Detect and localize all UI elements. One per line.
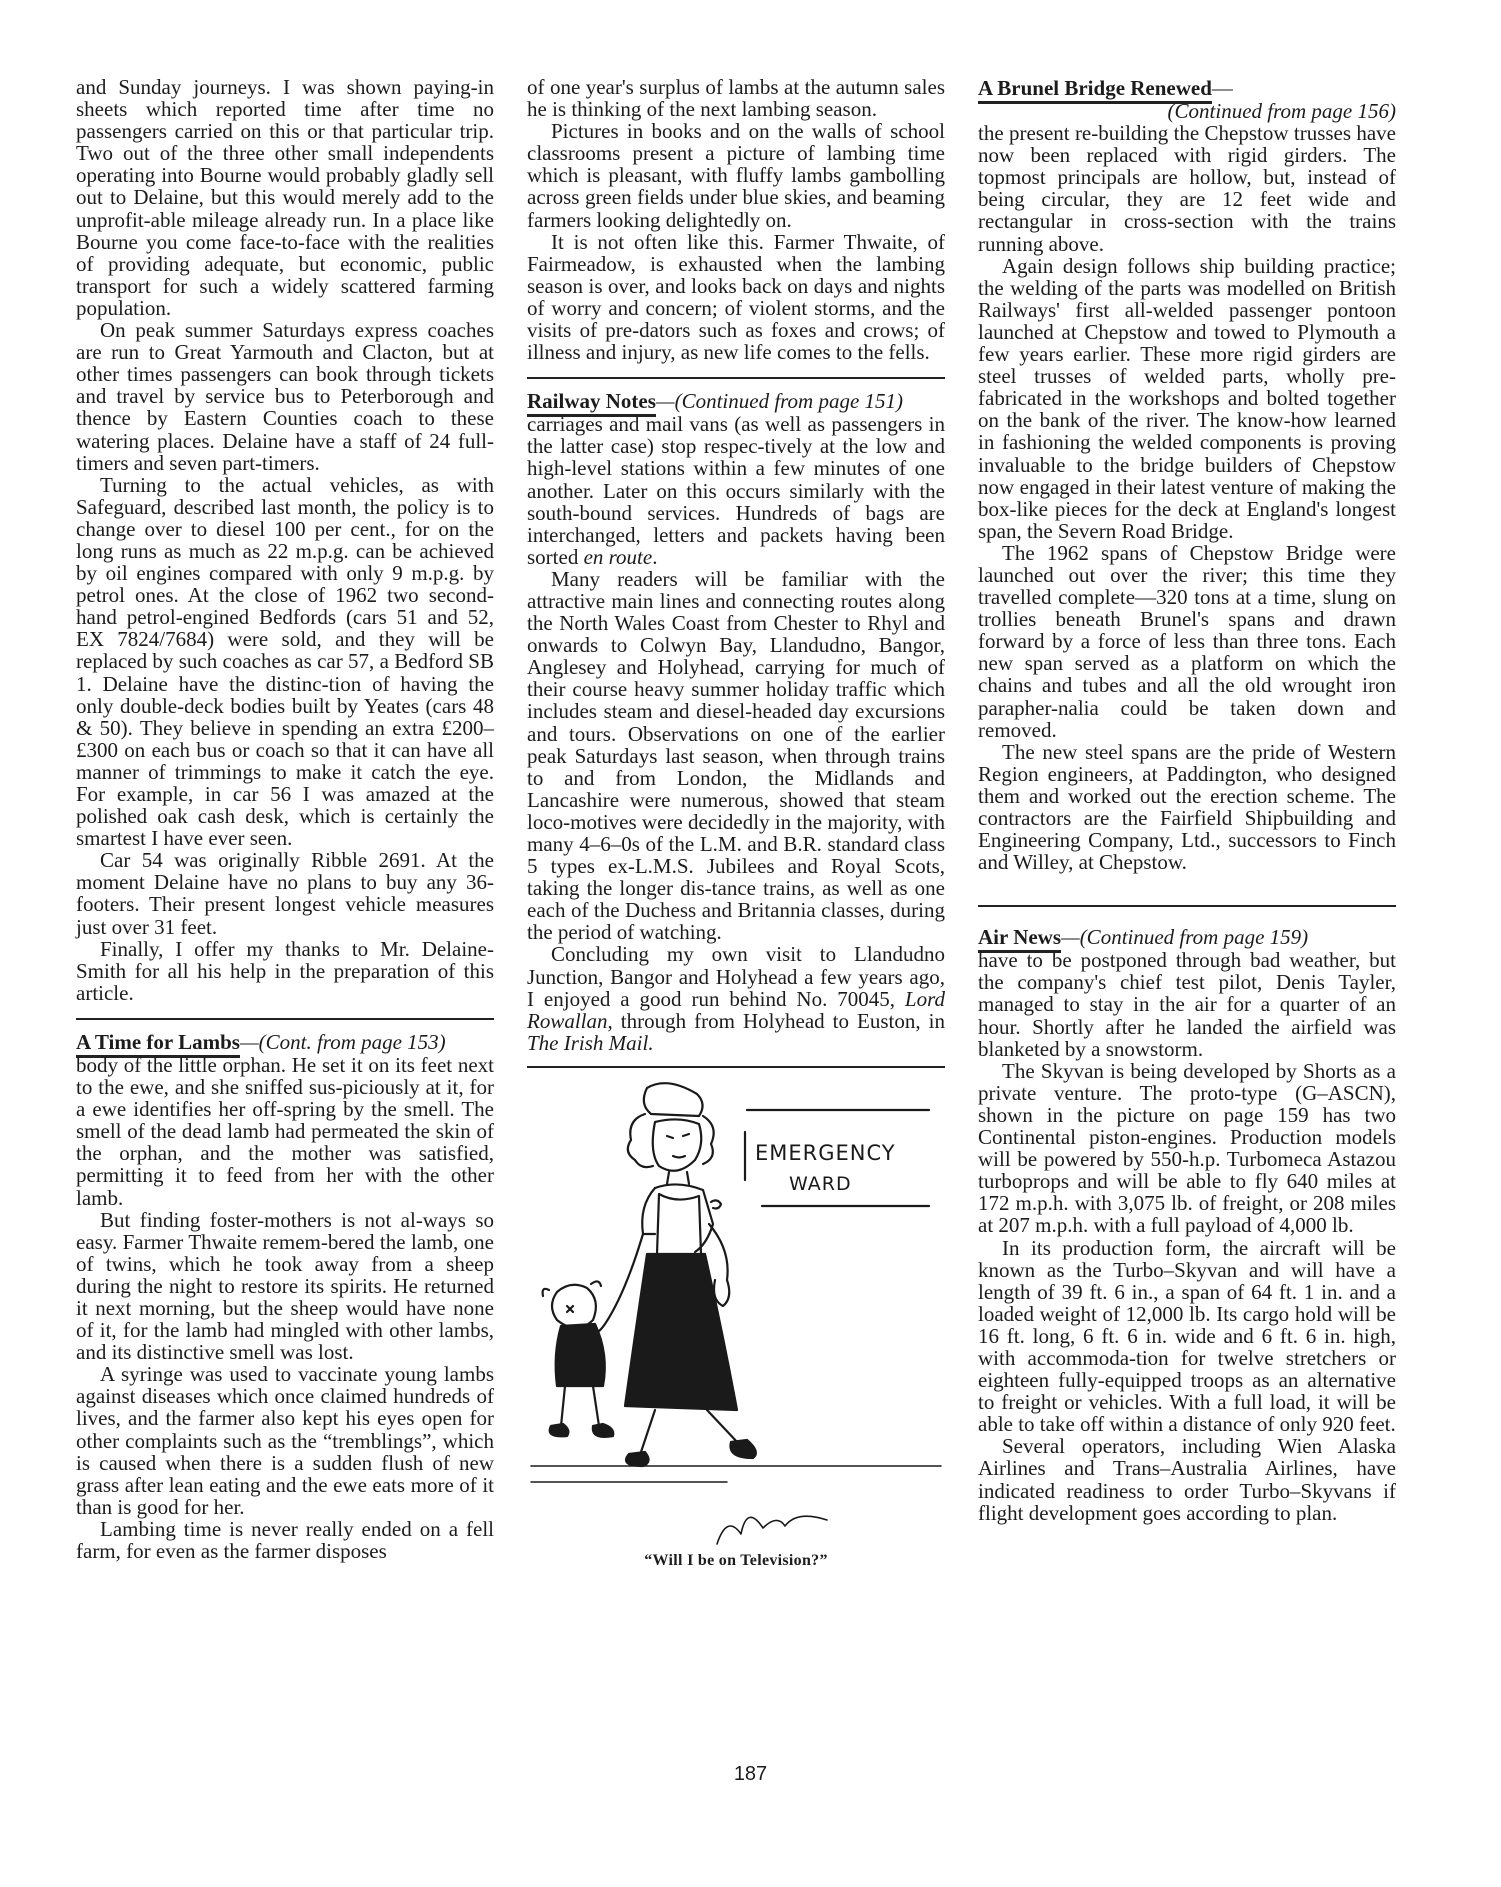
column-middle [527, 76, 945, 1572]
railway-paragraph: carriages and mail vans (as well as passengers in the latter case) stop respec-tively at the low and high-level stations within a few minutes of one another. Later on this occurs similarly with the south-bound services. Hundreds of bags are interchanged, letters and packets having been sorted en route. [527, 412, 945, 569]
railway-title: Railway Notes [527, 389, 656, 417]
cartoon-caption: “Will I be on Television?” [644, 1551, 828, 1569]
section-divider [978, 905, 1396, 907]
lambs-paragraph: Pictures in books and on the walls of school classrooms present a picture of lambing time which is pleasant, with fluffy lambs gambolling across green fields under blue skies, and beaming farmers looking delightedly on. [527, 119, 945, 232]
lambs-paragraph: A syringe was used to vaccinate young lambs against diseases which once claimed hundreds of lives, and the farmer also kept his eyes open for other complaints such as the “tremblings”, which is caused when there is a sudden flush of new grass after lean eating and the ewe eats more of it than is good for her. [76, 1362, 494, 1519]
air-news-paragraph: The Skyvan is being developed by Shorts as a private venture. The proto-type (G–ASCN), shown in the picture on page 159 has two Continental piston-engines. Production models will be powered by 550-h.p. Turbomeca Astazou turboprops and will be able to fly 640 miles at 172 m.p.h. with 3,075 lb. of freight, or 208 miles at 207 m.p.h. with a full payload of 4,000 lb. [978, 1058, 1396, 1238]
lambs-paragraph: body of the little orphan. He set it on its feet next to the ewe, and she sniffed sus-piciously at it, for a ewe identifies her off-spring by the smell. The smell of the dead lamb had permeated the skin of the orphan, and the mother was satisfied, permitting it to feed from her with the other lamb. [76, 1052, 494, 1210]
bus-article-paragraph: Turning to the actual vehicles, as with Safeguard, described last month, the policy is to change over to diesel 100 per cent., for on the long runs as much as 22 m.p.g. can be achieved by oil engines compared with only 9 m.p.g. by petrol ones. At the close of 1962 two second-hand petrol-engined Bedfords (cars 51 and 52, EX 7824/7684) were sold, and they will be replaced by such coaches as car 57, a Bedford SB 1. Delaine have the distinc-tion of having the only double-deck bodies built by Yeates (cars 48 & 50). They believe in spending an extra £200–£300 on each bus or coach so that it can have all manner of trimmings to make it catch the eye. For example, in car 56 I was amazed at the polished oak cash desk, which is certainly the smartest I have ever seen. [76, 472, 494, 851]
lambs-paragraph: But finding foster-mothers is not al-ways so easy. Farmer Thwaite remem-bered the lamb, one of twins, which he took away from a sheep during the night to restore its spirits. He returned it next morning, but the sheep would have none of it, for the lamb had mingled with other lambs, and its distinctive smell was lost. [76, 1207, 494, 1365]
brunel-title: A Brunel Bridge Renewed [978, 76, 1212, 104]
lambs-paragraph: Lambing time is never really ended on a fell farm, for even as the farmer disposes [76, 1516, 494, 1563]
lambs-title: A Time for Lambs [76, 1030, 240, 1058]
lambs-heading [76, 1030, 494, 1054]
section-divider [76, 1018, 494, 1020]
brunel-heading: A Brunel Bridge Renewed— [978, 76, 1396, 100]
bus-article-paragraph: Finally, I offer my thanks to Mr. Delaine-Smith for all his help in the preparation of this article. [76, 936, 494, 1005]
brunel-paragraph: Again design follows ship building practice; the welding of the parts was modelled on British Railways' first all-welded passenger pontoon launched at Chepstow and towed to Plymouth a few years earlier. These more rigid girders are steel trusses of welded parts, wholly pre-fabricated in the workshops and bolted together on the bank of the river. The know-how learned in fashioning the welded components is proving invaluable to the bridge builders of Chepstow now engaged in their latest venture of making the box-like pieces for the deck at England's longest span, the Severn Road Bridge. [978, 253, 1396, 543]
bus-article-paragraph: Car 54 was originally Ribble 2691. At the moment Delaine have no plans to buy any 36-footers. Their present longest vehicle measures just over 31 feet. [76, 848, 494, 939]
air-news-continued-note: —(Continued from page 159) [1061, 925, 1309, 950]
air-news-paragraph: In its production form, the aircraft will be known as the Turbo–Skyvan and will have a length of 39 ft. 6 in., a span of 64 ft. 1 in. and a loaded weight of 12,000 lb. Its cargo hold will be 16 ft. long, 6 ft. 6 in. wide and 6 ft. 6 in. high, with accommoda-tion for twelve stretchers or eighteen fully-equipped troops as an alternative to freight or vehicles. With a full load, it will be able to take off within a distance of only 920 feet. [978, 1235, 1396, 1437]
section-divider [527, 377, 945, 379]
brunel-continued-note: (Continued from page 156) [1167, 99, 1396, 123]
bus-article-paragraph: and Sunday journeys. I was shown paying-in sheets which reported time after time no passengers carried on this or that particular trip. Two out of the three other small independents operating into Bourne would probably gladly sell out to Delaine, but this would merely add to the unprofit-able mileage already run. In a place like Bourne you come face-to-face with the realities of providing adequate, but economic, public transport for such a widely scattered farming population. [76, 75, 494, 320]
section-divider [527, 1066, 945, 1068]
air-news-heading [978, 925, 1396, 949]
emergency-sign-line2: WARD [789, 1172, 852, 1195]
railway-heading [527, 389, 945, 413]
page-number: 187 [733, 1763, 768, 1785]
bus-article-paragraph: On peak summer Saturdays express coaches are run to Great Yarmouth and Clacton, but at other times passengers can book through tickets and travel by service bus to Peterborough and thence by Eastern Counties coach to these watering places. Delaine have a staff of 24 full-timers and seven part-timers. [76, 318, 494, 475]
railway-continued-note: —(Continued from page 151) [655, 389, 904, 414]
cartoon-drawing [527, 1074, 945, 1550]
air-news-paragraph: Several operators, including Wien Alaska Airlines and Trans–Australia Airlines, have indicated readiness to order Turbo–Skyvans if flight development goes according to plan. [978, 1434, 1396, 1525]
column-left [76, 76, 494, 1562]
column-right [978, 76, 1396, 1524]
lambs-continued-note: —(Cont. from page 153) [239, 1029, 446, 1054]
cartoon-illustration [527, 1074, 945, 1550]
railway-paragraph: Concluding my own visit to Llandudno Junction, Bangor and Holyhead a few years ago, I enjoyed a good run behind No. 70045, Lord Rowallan, through from Holyhead to Euston, in The Irish Mail. [527, 942, 945, 1055]
lambs-paragraph: of one year's surplus of lambs at the autumn sales he is thinking of the next lambing season. [527, 75, 945, 122]
railway-paragraph: Many readers will be familiar with the attractive main lines and connecting routes along the North Wales Coast from Chester to Rhyl and onwards to Colwyn Bay, Llandudno, Bangor, Anglesey and Holyhead, carrying for much of their course heavy summer holiday traffic which includes steam and diesel-headed day excursions and tours. Observations on one of the earlier peak Saturdays last season, when through trains to and from London, the Midlands and Lancashire were numerous, showed that steam loco-motives were decidedly in the majority, with many 4–6–0s of the L.M. and B.R. standard class 5 types ex-L.M.S. Jubilees and Royal Scots, taking the longer dis-tance trains, as well as one each of the Duchess and Britannia classes, during the period of watching. [527, 566, 945, 945]
air-news-paragraph: have to be postponed through bad weather, but the company's chief test pilot, Denis Tayler, managed to stay in the air for a quarter of an hour. Shortly after he landed the airfield was blanketed by a snowstorm. [978, 948, 1396, 1061]
brunel-paragraph: the present re-building the Chepstow trusses have now been replaced with rigid girders. The topmost principals are hollow, but, instead of being circular, they are 12 feet wide and rectangular in cross-section with the trains running above. [978, 121, 1396, 256]
lambs-paragraph: It is not often like this. Farmer Thwaite, of Fairmeadow, is exhausted when the lambing season is over, and looks back on days and nights of worry and concern; of violent storms, and the visits of pre-dators such as foxes and crows; of illness and injury, as new life comes to the fells. [527, 229, 945, 365]
brunel-paragraph: The 1962 spans of Chepstow Bridge were launched out over the river; this time they travelled complete—320 tons at a time, slung on trollies beneath Brunel's spans and drawn forward by a force of less than three tons. Each new span served as a platform on which the chains and tubes and all the old wrought iron parapher-nalia could be taken down and removed. [978, 540, 1396, 742]
brunel-paragraph: The new steel spans are the pride of Western Region engineers, at Paddington, who designed them and worked out the erection scheme. The contractors are the Fairfield Shipbuilding and Engineering Company, Ltd., successors to Finch and Willey, at Chepstow. [978, 739, 1396, 875]
air-news-title: Air News [978, 925, 1061, 953]
emergency-sign-line1: EMERGENCY [755, 1140, 896, 1165]
